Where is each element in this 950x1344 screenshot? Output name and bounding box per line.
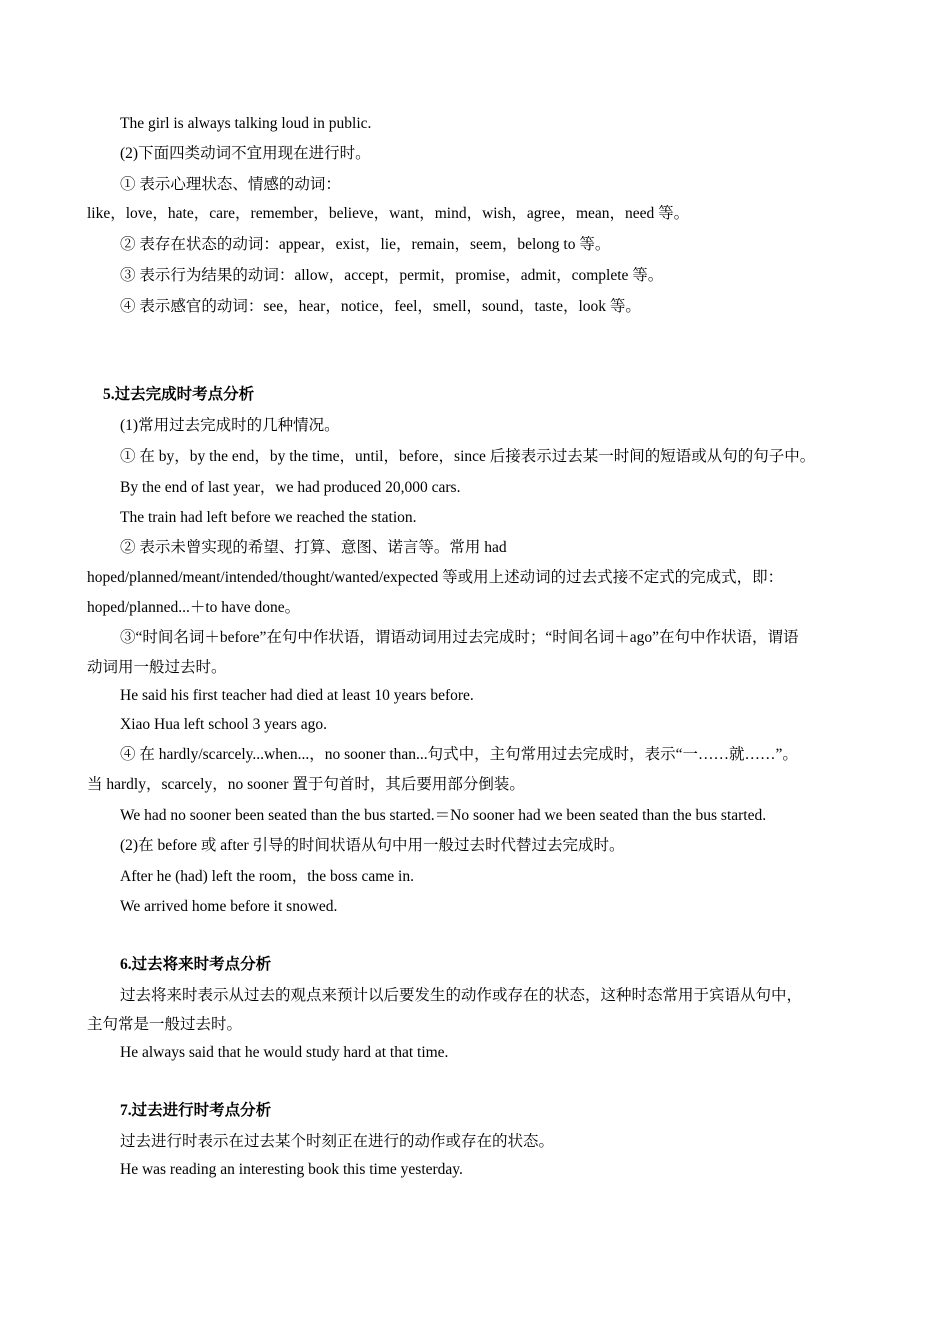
list-item: ② 表存在状态的动词：appear，exist，lie，remain，seem，belong to 等。 xyxy=(120,236,611,253)
example-sentence: He said his first teacher had died at least 10 years before. xyxy=(120,687,474,704)
paragraph: 过去将来时表示从过去的观点来预计以后要发生的动作或存在的状态，这种时态常用于宾语从句中， xyxy=(120,987,803,1004)
example-sentence: He was reading an interesting book this time yesterday. xyxy=(120,1161,463,1178)
example-sentence: The train had left before we reached the station. xyxy=(120,509,417,526)
section-heading: 7.过去进行时考点分析 xyxy=(120,1102,272,1119)
example-sentence: By the end of last year，we had produced 20,000 cars. xyxy=(120,479,461,496)
verb-list: like，love，hate，care，remember，believe，want，mind，wish，agree，mean，need 等。 xyxy=(87,205,690,222)
paragraph: 过去进行时表示在过去某个时刻正在进行的动作或存在的状态。 xyxy=(120,1133,555,1150)
example-sentence: He always said that he would study hard at that time. xyxy=(120,1044,449,1061)
example-sentence: We arrived home before it snowed. xyxy=(120,898,338,915)
example-sentence: We had no sooner been seated than the bus started.＝No sooner had we been seated than the bus started. xyxy=(120,807,767,824)
list-item: ④ 表示感官的动词：see，hear，notice，feel，smell，sound，taste，look 等。 xyxy=(120,298,641,315)
paragraph: ① 在 by，by the end，by the time，until，before，since 后接表示过去某一时间的短语或从句的句子中。 xyxy=(120,448,816,465)
list-item-label: ① 表示心理状态、情感的动词： xyxy=(120,176,341,193)
paragraph-continuation: hoped/planned/meant/intended/thought/wanted/expected 等或用上述动词的过去式接不定式的完成式，即： xyxy=(87,569,784,586)
paragraph-continuation: hoped/planned...＋to have done。 xyxy=(87,599,301,616)
section-heading: 6.过去将来时考点分析 xyxy=(120,956,272,973)
example-sentence: After he (had) left the room，the boss came in. xyxy=(120,868,414,885)
subsection-title: (2)在 before 或 after 引导的时间状语从句中用一般过去时代替过去完成时。 xyxy=(120,837,625,854)
subsection-title: (1)常用过去完成时的几种情况。 xyxy=(120,417,340,434)
list-item: ③ 表示行为结果的动词：allow，accept，permit，promise，admit，complete 等。 xyxy=(120,267,664,284)
paragraph: ② 表示未曾实现的希望、打算、意图、诺言等。常用 had xyxy=(120,539,507,556)
section-heading: 5.过去完成时考点分析 xyxy=(103,386,255,403)
paragraph-continuation: 动词用一般过去时。 xyxy=(87,659,227,676)
paragraph-continuation: 主句常是一般过去时。 xyxy=(87,1016,243,1033)
example-sentence: The girl is always talking loud in public. xyxy=(120,115,372,132)
subsection-title: (2)下面四类动词不宜用现在进行时。 xyxy=(120,145,371,162)
example-sentence: Xiao Hua left school 3 years ago. xyxy=(120,716,328,733)
paragraph: ③“时间名词＋before”在句中作状语，谓语动词用过去完成时；“时间名词＋ago”在句中作状语，谓语 xyxy=(120,629,799,646)
paragraph: ④ 在 hardly/scarcely...when...，no sooner than...句式中，主句常用过去完成时，表示“一……就……”。 xyxy=(120,746,798,763)
paragraph-continuation: 当 hardly，scarcely，no sooner 置于句首时，其后要用部分倒装。 xyxy=(87,776,525,793)
